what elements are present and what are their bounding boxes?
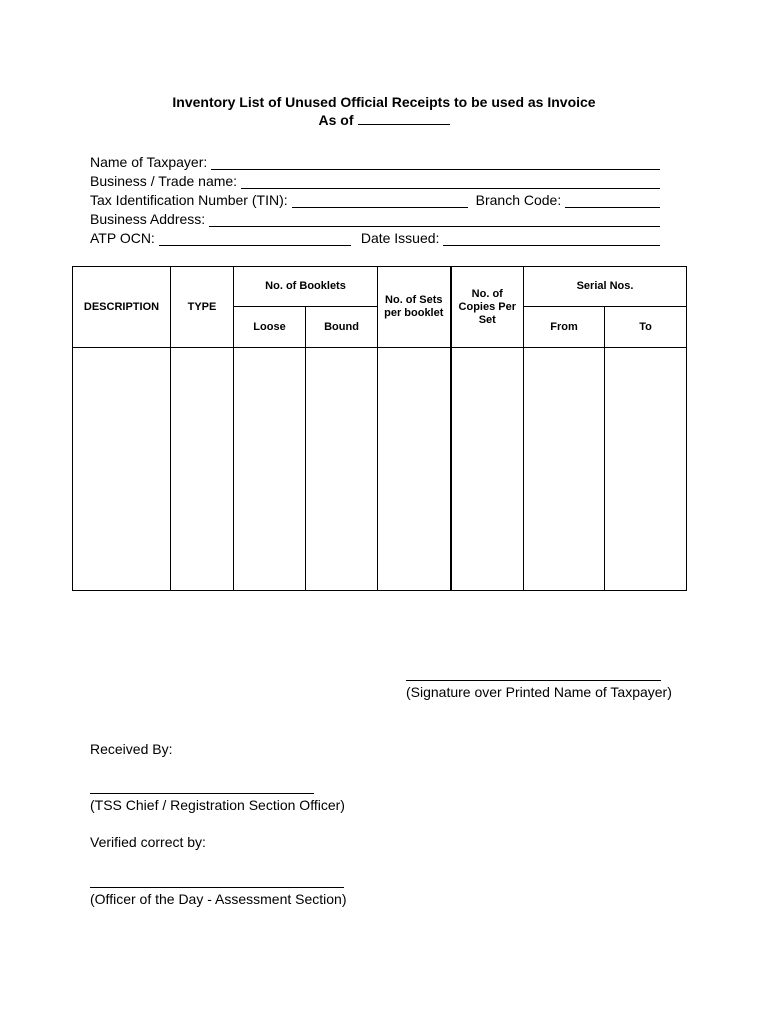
atp-ocn-field[interactable] xyxy=(159,232,351,246)
business-trade-name-field[interactable] xyxy=(241,175,660,189)
header-sets-per-booklet: No. of Sets per booklet xyxy=(378,267,451,348)
cell-from[interactable] xyxy=(524,348,605,591)
taxpayer-signature-caption: (Signature over Printed Name of Taxpayer) xyxy=(406,684,672,700)
tin-label: Tax Identification Number (TIN): xyxy=(90,192,288,208)
date-issued-label: Date Issued: xyxy=(360,230,440,246)
business-address-label: Business Address: xyxy=(90,211,206,227)
business-trade-name-row xyxy=(90,170,660,189)
taxpayer-info-fields xyxy=(90,151,660,246)
taxpayer-name-field[interactable] xyxy=(211,156,660,170)
as-of-label: As of xyxy=(318,112,354,128)
cell-copies-per-set[interactable] xyxy=(451,348,524,591)
document-title-block xyxy=(0,93,768,129)
tin-row xyxy=(90,189,660,208)
received-by-label: Received By: xyxy=(90,741,173,757)
header-loose: Loose xyxy=(234,307,306,348)
cell-to[interactable] xyxy=(605,348,687,591)
header-from: From xyxy=(524,307,605,348)
inventory-table xyxy=(72,266,687,591)
header-copies-per-set: No. of Copies Per Set xyxy=(451,267,524,348)
verified-by-signature-line[interactable] xyxy=(90,887,344,888)
as-of-line xyxy=(0,111,768,129)
business-address-field[interactable] xyxy=(209,213,660,227)
atp-ocn-label: ATP OCN: xyxy=(90,230,155,246)
business-trade-name-label: Business / Trade name: xyxy=(90,173,238,189)
taxpayer-name-row xyxy=(90,151,660,170)
taxpayer-name-label: Name of Taxpayer: xyxy=(90,154,208,170)
header-type: TYPE xyxy=(171,267,234,348)
branch-code-field[interactable] xyxy=(565,194,660,208)
header-bound: Bound xyxy=(306,307,378,348)
tin-field[interactable] xyxy=(292,194,468,208)
business-address-row xyxy=(90,208,660,227)
cell-type[interactable] xyxy=(171,348,234,591)
table-row xyxy=(73,348,687,591)
branch-code-label: Branch Code: xyxy=(475,192,562,208)
cell-loose[interactable] xyxy=(234,348,306,591)
verified-by-label: Verified correct by: xyxy=(90,834,206,850)
cell-bound[interactable] xyxy=(306,348,378,591)
cell-sets-per-booklet[interactable] xyxy=(378,348,451,591)
document-title: Inventory List of Unused Official Receipts to be used as Invoice xyxy=(172,94,596,110)
header-to: To xyxy=(605,307,687,348)
taxpayer-signature-line[interactable] xyxy=(406,680,661,681)
received-by-signature-line[interactable] xyxy=(90,793,314,794)
date-issued-field[interactable] xyxy=(443,232,660,246)
cell-description[interactable] xyxy=(73,348,171,591)
header-description: DESCRIPTION xyxy=(73,267,171,348)
header-serial-nos: Serial Nos. xyxy=(524,267,687,307)
table-header-row xyxy=(73,267,687,307)
received-by-caption: (TSS Chief / Registration Section Officer) xyxy=(90,797,345,813)
verified-by-caption: (Officer of the Day - Assessment Section) xyxy=(90,891,347,907)
header-booklets: No. of Booklets xyxy=(234,267,378,307)
as-of-blank[interactable] xyxy=(358,112,450,125)
atp-ocn-row xyxy=(90,227,660,246)
